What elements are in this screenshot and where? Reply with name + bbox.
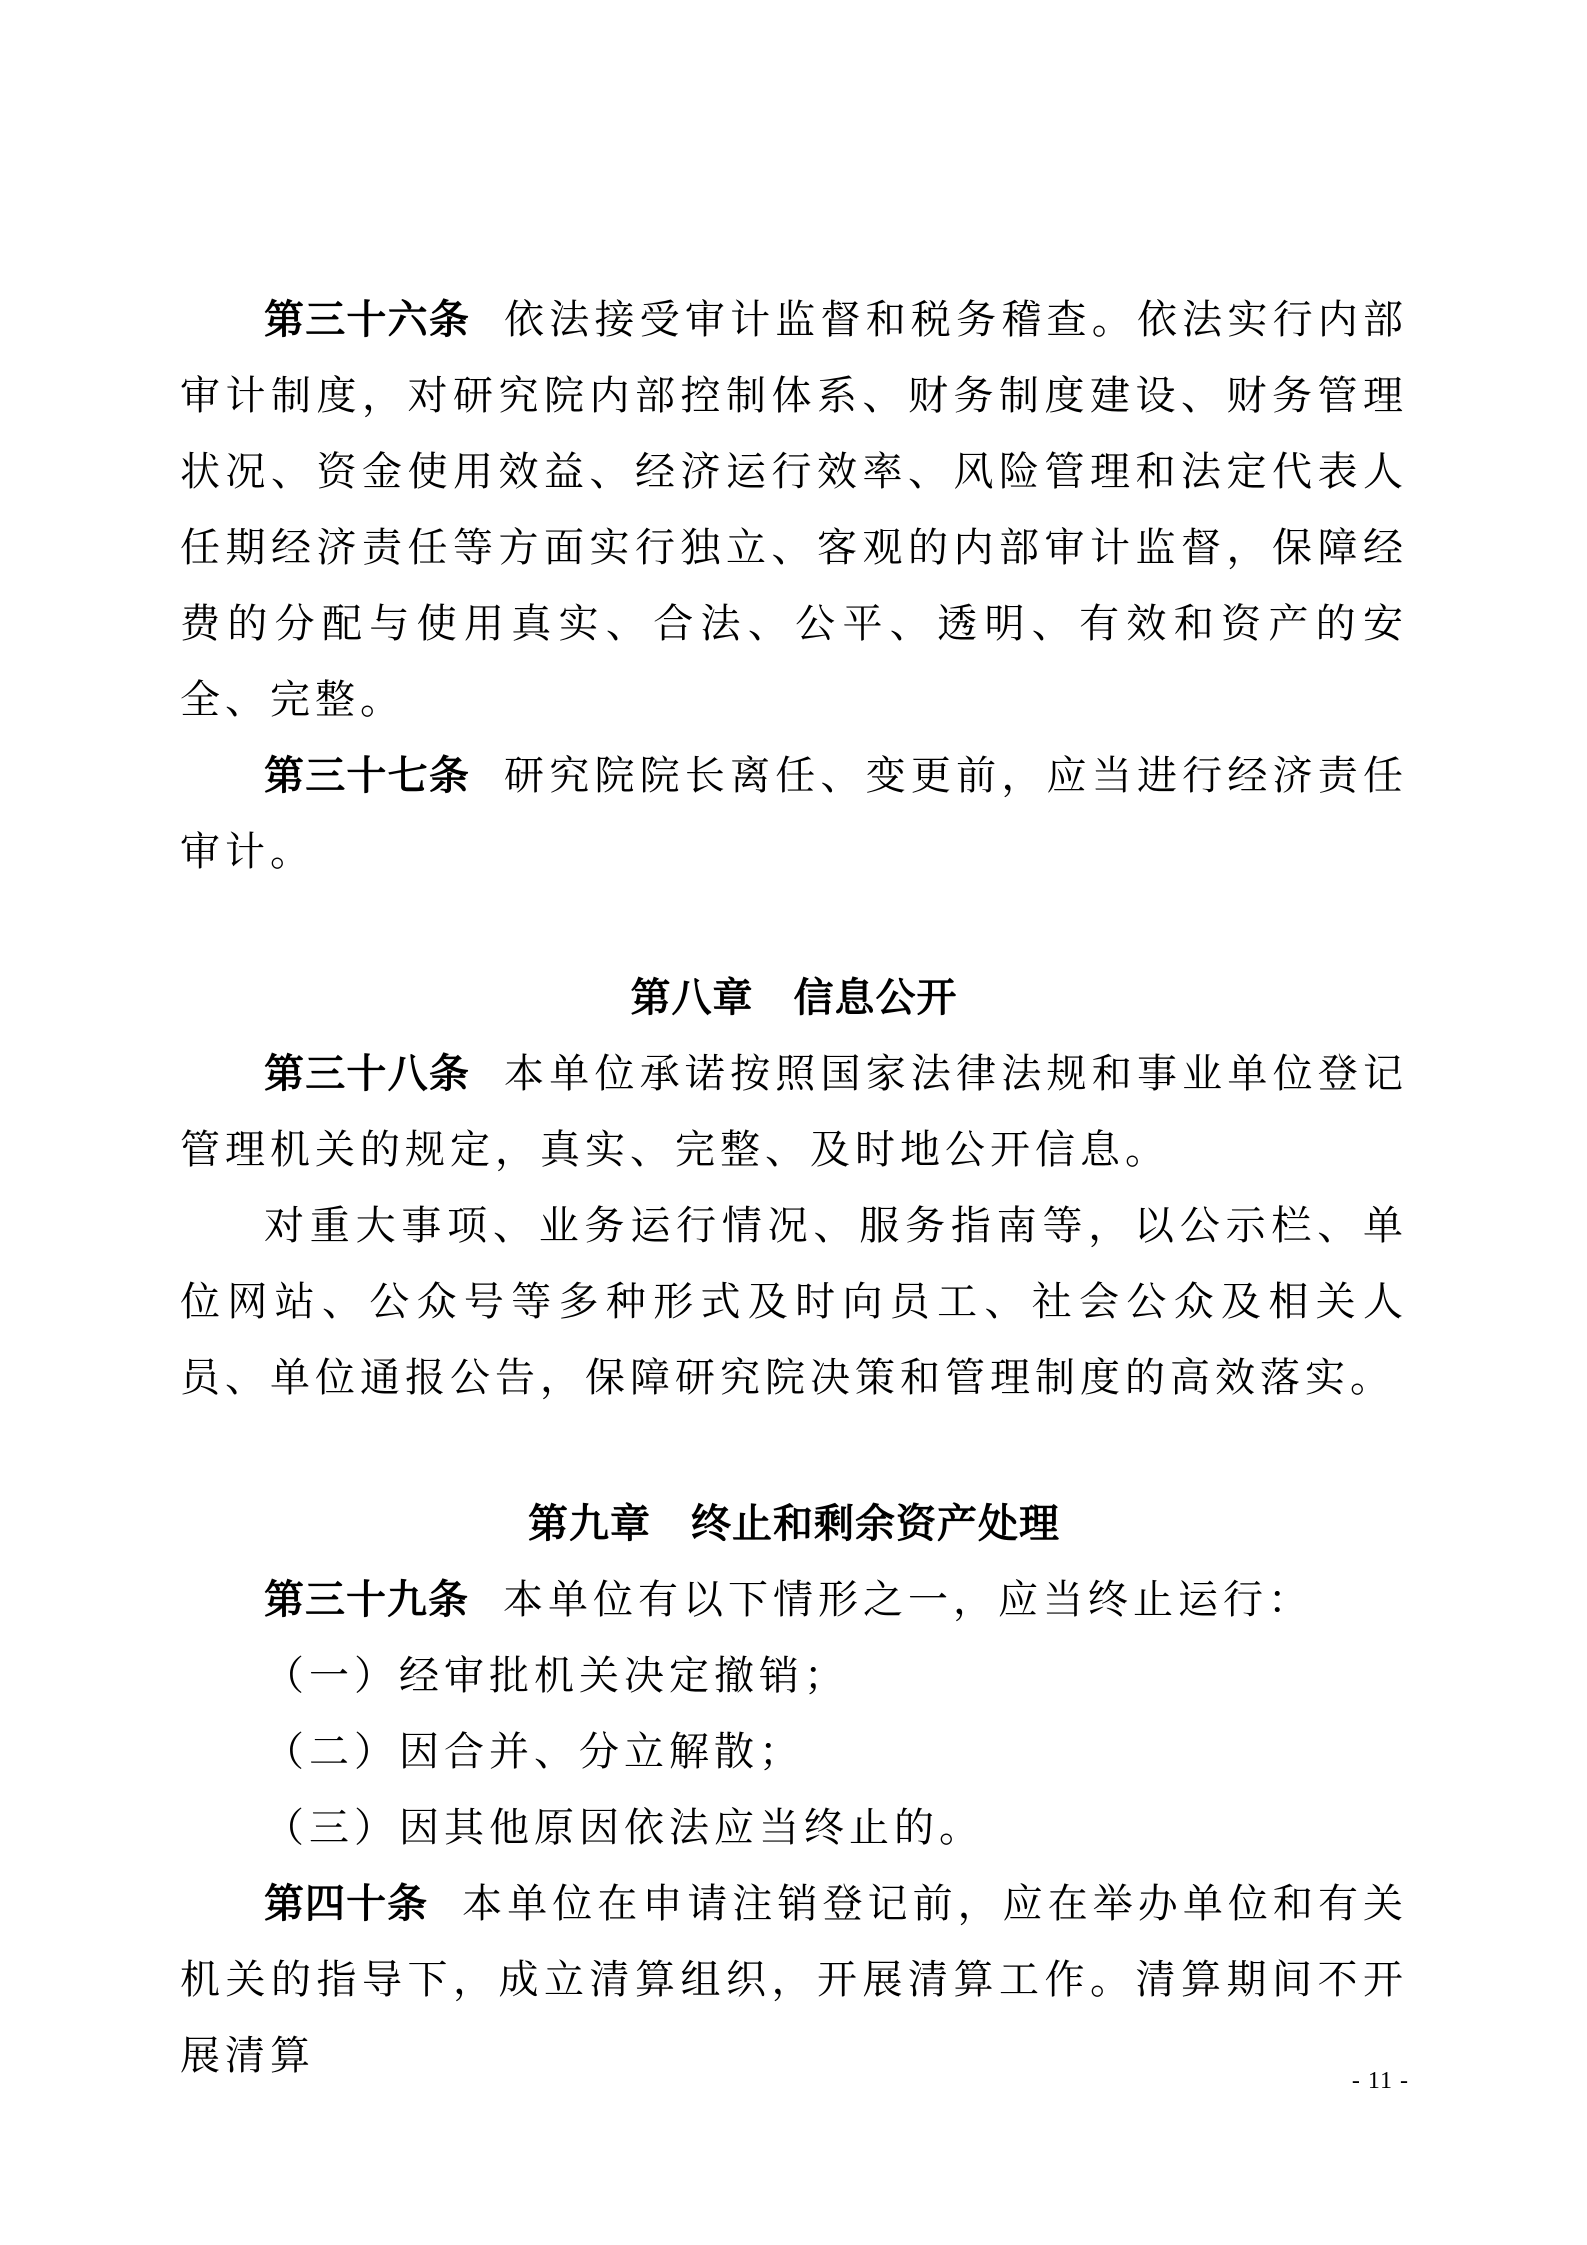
chapter-9-heading bbox=[180, 1486, 1408, 1562]
article-37-label: 第三十七条 bbox=[264, 753, 471, 799]
chapter-8-number: 第八章 bbox=[630, 975, 754, 1021]
article-39 bbox=[180, 1562, 1408, 1638]
article-38-label: 第三十八条 bbox=[264, 1051, 471, 1097]
article-37 bbox=[180, 738, 1408, 890]
article-36-label: 第三十六条 bbox=[264, 297, 471, 343]
article-39-text: 本单位有以下情形之一，应当终止运行： bbox=[503, 1577, 1313, 1623]
article-40 bbox=[180, 1866, 1408, 2094]
chapter-9-number: 第九章 bbox=[528, 1501, 651, 1547]
article-36 bbox=[180, 282, 1408, 738]
article-36-text: 依法接受审计监督和税务稽查。依法实行内部审计制度，对研究院内部控制体系、财务制度建设、财务管理状况、资金使用效益、经济运行效率、风险管理和法定代表人任期经济责任等方面实行独立、客观的内部审计监督，保障经费的分配与使用真实、合法、公平、透明、有效和资产的安全、完整。 bbox=[180, 297, 1409, 723]
chapter-9-title: 终止和剩余资产处理 bbox=[691, 1501, 1060, 1547]
article-38-paragraph-2: 对重大事项、业务运行情况、服务指南等，以公示栏、单位网站、公众号等多种形式及时向员工、社会公众及相关人员、单位通报公告，保障研究院决策和管理制度的高效落实。 bbox=[180, 1203, 1408, 1401]
article-38-text: 本单位承诺按照国家法律法规和事业单位登记管理机关的规定，真实、完整、及时地公开信息。 bbox=[180, 1051, 1409, 1173]
article-40-text: 本单位在申请注销登记前，应在举办单位和有关机关的指导下，成立清算组织，开展清算工作。清算期间不开展清算 bbox=[180, 1881, 1409, 2079]
document-body bbox=[180, 282, 1408, 2094]
page-number: - 11 - bbox=[1351, 2068, 1409, 2094]
chapter-8-title: 信息公开 bbox=[793, 975, 958, 1021]
chapter-8-heading bbox=[180, 960, 1408, 1036]
article-37-text: 研究院院长离任、变更前，应当进行经济责任审计。 bbox=[180, 753, 1409, 875]
section-spacer bbox=[180, 890, 1408, 960]
article-40-label: 第四十条 bbox=[264, 1881, 429, 1927]
article-39-item-3: （三）因其他原因依法应当终止的。 bbox=[264, 1805, 984, 1851]
article-39-label: 第三十九条 bbox=[264, 1577, 469, 1623]
article-39-item-1: （一）经审批机关决定撤销； bbox=[264, 1653, 849, 1699]
article-39-item-2: （二）因合并、分立解散； bbox=[264, 1729, 804, 1775]
article-38 bbox=[180, 1036, 1408, 1188]
section-spacer bbox=[180, 1416, 1408, 1486]
